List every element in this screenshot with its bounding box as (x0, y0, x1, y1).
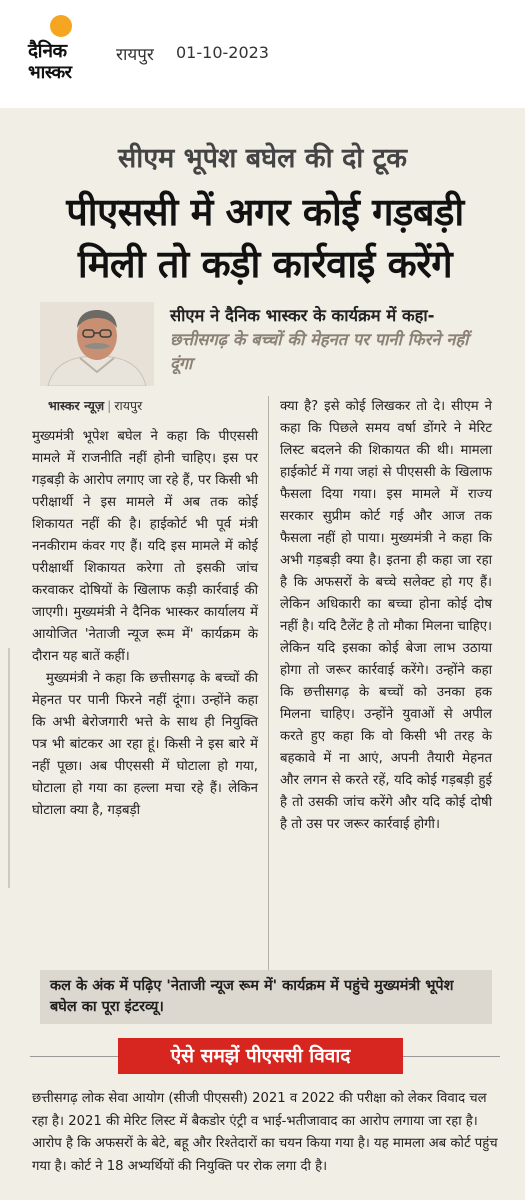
explainer-body: छत्तीसगढ़ लोक सेवा आयोग (सीजी पीएससी) 2021 व 2022 की परीक्षा को लेकर विवाद चल रहा है। 2021 की मेरिट लिस्ट में बैकडोर एंट्री व भाई-भतीजावाद का आरोप लगाया जा रहा है। आरोप है कि अफसरों के बेटे, बहू और रिश्तेदारों का चयन किया गया है। यह मामला अब कोर्ट पहुंच गया है। कोर्ट ने 18 अभ्यर्थियों की नियुक्ति पर रोक लगा दी है। (32, 1091, 498, 1174)
deck-highlight: छत्तीसगढ़ के बच्चों की मेहनत पर पानी फिरने नहीं दूंगा (170, 330, 469, 373)
byline-place: रायपुर (114, 398, 143, 413)
column2-paragraph1: क्या है? इसे कोई लिखकर तो दे। सीएम ने कहा कि पिछले समय वर्षा डोंगरे ने मेरिट लिस्ट बदलने की शिकायत की थी। मामला हाईकोर्ट में गया जहां से पीएससी के खिलाफ फैसला दिया गया। इस मामले में राज्य सरकार सुप्रीम कोर्ट गई और आज तक फैसला नहीं हो पाया। मुख्यमंत्री ने कहा कि अभी गड़बड़ी क्या है। इतना ही कहा जा रहा है कि अफसरों के बच्चे सलेक्ट हो गए हैं। लेकिन अधिकारी का बच्चा होना कोई दोष नहीं है। यदि टैलेंट है तो मौका मिलना चाहिए। लेकिन यदि इसका कोई बेजा लाभ उठाया होगा तो जरूर कार्रवाई करेंगे। उन्होंने कहा कि छत्तीसगढ़ के बच्चों को उनका हक मिलना चाहिए। उन्होंने युवाओं से अपील करते हुए कहा कि वो किसी भी तरह के बहकावे में ना आएं, अपनी तैयारी मेहनत और लगन से करते रहें, यदि कोई गड़बड़ी हुई है तो उसकी जांच करेंगे और यदि कोई दोषी है तो उस पर जरूर कार्रवाई होगी। (280, 399, 492, 832)
logo-text-line2: भास्कर (28, 62, 72, 83)
article-headline (20, 186, 510, 290)
deck-lead: सीएम ने दैनिक भास्कर के कार्यक्रम में कहा- (170, 306, 435, 325)
edition-date: 01-10-2023 (176, 43, 269, 62)
page-fold (8, 648, 10, 888)
sun-icon (50, 15, 72, 37)
article-column-1 (32, 426, 258, 822)
edition-city: रायपुर (116, 45, 154, 65)
logo-text-line1: दैनिक (28, 40, 67, 62)
newspaper-clipping (0, 108, 525, 1200)
dainik-bhaskar-logo[interactable] (28, 15, 100, 89)
column1-paragraph1: मुख्यमंत्री भूपेश बघेल ने कहा कि पीएससी मामले में राजनीति नहीं होनी चाहिए। इस पर गड़बड़ी के आरोप लगाए जा रहे हैं, पर किसी भी परीक्षार्थी ने इस मामले में अब तक कोई शिकायत नहीं की है। हाईकोर्ट भी पूर्व मंत्री ननकीराम कंवर गए हैं। यदि इस मामले में कोई परीक्षार्थी शिकायत करेगा तो इसकी जांच करवाकर दोषियों के खिलाफ कड़ी कार्रवाई की जाएगी। मुख्यमंत्री ने दैनिक भास्कर कार्यालय में आयोजित 'नेताजी न्यूज रूम में' कार्यक्रम के दौरान यह बातें कहीं। (32, 429, 258, 664)
next-edition-promo: कल के अंक में पढ़िए 'नेताजी न्यूज रूम में' कार्यक्रम में पहुंचे मुख्यमंत्री भूपेश बघेल का पूरा इंटरव्यू। (40, 970, 492, 1024)
headline-line2: मिली तो कड़ी कार्रवाई करेंगे (77, 242, 453, 286)
cm-portrait-photo (40, 302, 154, 386)
article-column-2 (280, 396, 492, 836)
headline-line1: पीएससी में अगर कोई गड़बड़ी (66, 190, 464, 234)
column-divider (268, 396, 269, 971)
portrait-illustration (40, 302, 154, 386)
app-header (0, 0, 525, 100)
column1-paragraph2: मुख्यमंत्री ने कहा कि छत्तीसगढ़ के बच्चों की मेहनत पर पानी फिरने नहीं दूंगा। उन्होंने कहा कि अभी बेरोजगारी भत्ते के साथ ही नियुक्ति पत्र भी बांटकर आ रहा हूं। किसी ने इस बारे में नहीं पूछा। अब पीएससी में घोटाला हो गया, घोटाला हो गया का हल्ला मचा रहे हैं। लेकिन घोटाला क्या है, गड़बड़ी (32, 671, 258, 818)
article-kicker: सीएम भूपेश बघेल की दो टूक (117, 143, 408, 174)
explainer-heading: ऐसे समझें पीएससी विवाद (118, 1038, 403, 1074)
article-byline: भास्कर न्यूज़ | रायपुर (48, 398, 143, 413)
byline-source: भास्कर न्यूज़ (48, 398, 105, 413)
article-deck (170, 304, 490, 376)
